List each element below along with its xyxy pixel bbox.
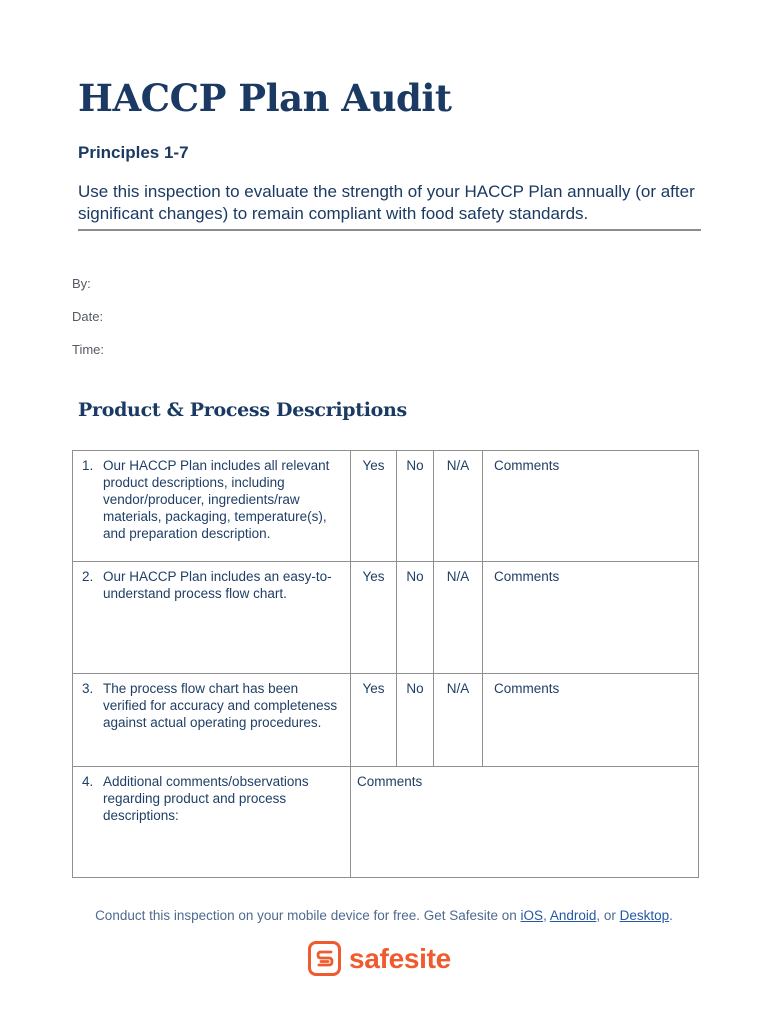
brand-name: safesite [349, 942, 451, 974]
date-label: Date: [72, 309, 104, 324]
question-text: The process flow chart has been verified for accuracy and completeness against actual operating procedures. [103, 681, 338, 730]
na-option[interactable]: N/A [434, 451, 483, 562]
footer-suffix: . [669, 908, 673, 923]
question-text: Additional comments/observations regarding product and process descriptions: [103, 774, 309, 823]
na-option[interactable]: N/A [434, 562, 483, 674]
footer-separator: , or [596, 908, 620, 923]
question-cell [73, 451, 351, 562]
question-number: 2. [82, 569, 94, 584]
no-option[interactable]: No [397, 451, 434, 562]
safesite-logo [308, 941, 451, 976]
footer-separator: , [543, 908, 550, 923]
no-option[interactable]: No [397, 562, 434, 674]
desktop-link[interactable]: Desktop [619, 908, 670, 923]
footer-note [0, 908, 768, 923]
document-subtitle: Principles 1-7 [78, 143, 189, 162]
yes-option[interactable]: Yes [351, 562, 397, 674]
question-text: Our HACCP Plan includes an easy-to-understand process flow chart. [103, 569, 332, 601]
no-option[interactable]: No [397, 674, 434, 767]
section-title: Product & Process Descriptions [78, 399, 407, 421]
audit-table [72, 450, 699, 878]
comments-field[interactable]: Comments [483, 562, 699, 674]
android-link[interactable]: Android [549, 908, 597, 923]
question-number: 1. [82, 458, 94, 473]
comments-field[interactable]: Comments [351, 767, 699, 878]
question-number: 4. [82, 774, 94, 789]
na-option[interactable]: N/A [434, 674, 483, 767]
safesite-s-icon [308, 941, 341, 976]
table-row [73, 562, 699, 674]
question-cell [73, 674, 351, 767]
table-row [73, 451, 699, 562]
question-number: 3. [82, 681, 94, 696]
comments-field[interactable]: Comments [483, 674, 699, 767]
ios-link[interactable]: iOS [520, 908, 544, 923]
question-cell [73, 562, 351, 674]
time-label: Time: [72, 342, 105, 357]
yes-option[interactable]: Yes [351, 674, 397, 767]
question-text: Our HACCP Plan includes all relevant product descriptions, including vendor/producer, ingredients/raw materials, packaging, temperature(s), and preparation description. [103, 458, 330, 541]
document-title: HACCP Plan Audit [78, 76, 452, 120]
footer-prefix: Conduct this inspection on your mobile device for free. Get Safesite on [95, 908, 521, 923]
table-row [73, 674, 699, 767]
by-label: By: [72, 276, 91, 291]
yes-option[interactable]: Yes [351, 451, 397, 562]
question-cell [73, 767, 351, 878]
table-row [73, 767, 699, 878]
document-intro: Use this inspection to evaluate the strength of your HACCP Plan annually (or after significant changes) to remain compliant with food safety standards. [78, 181, 701, 231]
comments-field[interactable]: Comments [483, 451, 699, 562]
